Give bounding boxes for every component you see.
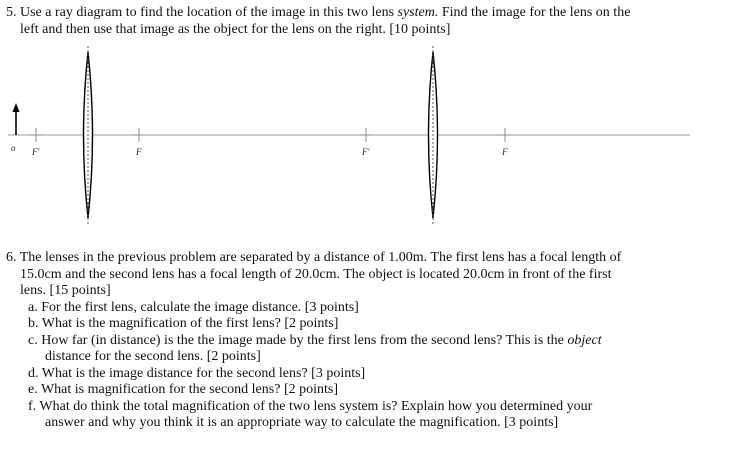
part-b-line-1: b. What is the magnification of the first lens? [2 points] [28, 316, 339, 331]
part-c-line-1: c. How far (in distance) is the the image made by the first lens from the second lens? This is the object [28, 332, 602, 348]
system-word: system. [397, 5, 439, 20]
focal-label-4: F [502, 147, 508, 157]
focal-label-3: F' [362, 147, 370, 157]
lens-left [84, 46, 93, 224]
part-e-line-1: e. What is magnification for the second lens? [2 points] [28, 382, 338, 397]
question-6 [6, 250, 746, 432]
lens-right [429, 46, 438, 224]
part-d [28, 366, 746, 383]
question-5-line-1: 5. Use a ray diagram to find the location of the image in this two lens system. Find the image for the lens on the [6, 5, 631, 20]
part-d-line-1: d. What is the image distance for the second lens? [3 points] [28, 365, 366, 381]
question-5 [6, 4, 746, 38]
part-f-line-2: answer and why you think it is an appropriate way to calculate the magnification. [3 points] [45, 415, 559, 430]
part-a [28, 300, 746, 317]
focal-label-1: F' [32, 147, 40, 157]
part-c-line-2: distance for the second lens. [2 points] [45, 349, 261, 364]
part-f [28, 399, 746, 432]
part-f-line-1: f. What do think the total magnification of the two lens system is? Explain how you determined your [28, 398, 593, 414]
part-c [28, 333, 746, 366]
part-e [28, 382, 746, 399]
part-b [28, 316, 746, 333]
ray-diagram [0, 44, 754, 234]
question-6-line-3: lens. [15 points] [20, 283, 111, 298]
focal-label-2: F [136, 147, 142, 157]
question-5-line-2: left and then use that image as the object for the lens on the right. [10 points] [20, 22, 451, 37]
question-6-line-1: 6. The lenses in the previous problem are separated by a distance of 1.00m. The first lens has a focal length of [6, 250, 622, 265]
object-word: object [567, 332, 602, 348]
part-a-line-1: a. For the first lens, calculate the image distance. [3 points] [28, 299, 359, 315]
object-label: o [11, 143, 16, 153]
question-6-parts [6, 300, 746, 432]
question-6-line-2: 15.0cm and the second lens has a focal length of 20.0cm. The object is located 20.0cm in front of the first [20, 266, 612, 282]
object-arrow [13, 103, 20, 135]
